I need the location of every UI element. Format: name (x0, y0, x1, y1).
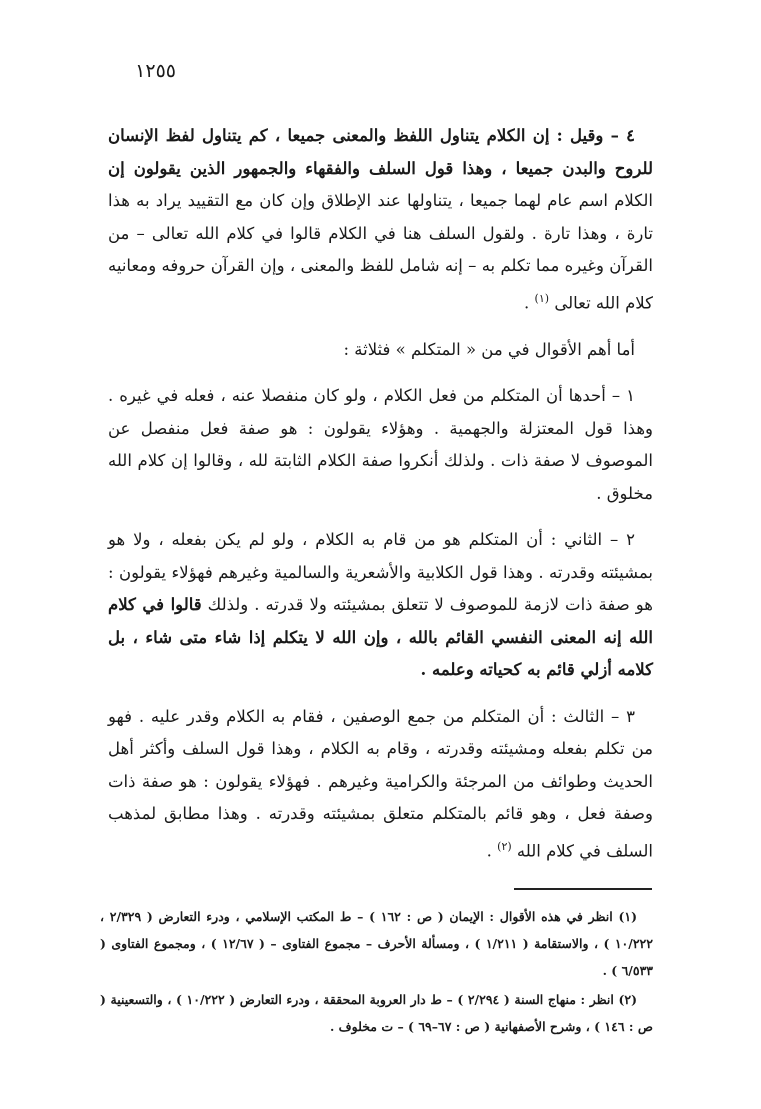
footnote-ref-2: (٢) (497, 839, 512, 853)
footnote-1: (١) انظر في هذه الأقوال : الإيمان ( ص : ١٦٢ ) – ط المكتب الإسلامي ، ودرء التعارض ( ٢/٣٢٩ ، ١٠/٢٢٢ ) ، والاستقامة ( ١/٢١١ ) ، ومسألة الأحرف – مجموع الفتاوى – ( ١٢/٦٧ ) ، ومجموع الفتاوى ( ٦/٥٣٣ ) . (100, 909, 653, 978)
paragraph-intro-speaker: أما أهم الأقوال في من « المتكلم » فثلاثة : (343, 339, 635, 359)
footnotes (100, 903, 653, 1042)
paragraph-opinion-1: ١ – أحدها أن المتكلم من فعل الكلام ، ولو كان منفصلا عنه ، فعله في غيره . وهذا قول المعتزلة والجهمية . وهؤلاء يقولون : هو صفة فعل منفصل عن الموصوف لا صفة ذات . ولذلك أنكروا صفة الكلام الثابتة لله ، وقالوا إن كلام الله مخلوق . (108, 386, 653, 503)
paragraph-saying-4 (108, 120, 653, 320)
footnote-separator (514, 888, 652, 890)
paragraph-opinion-2-bold: قالوا في كلام الله إنه المعنى النفسي القائم بالله ، وإن الله لا يتكلم إذا شاء متى شاء ، بل كلامه أزلي قائم به كحياته وعلمه . (108, 595, 653, 679)
page-number: ١٢٥٥ (135, 60, 176, 82)
main-text (108, 120, 653, 882)
paragraph-opinion-2 (108, 524, 653, 687)
paragraph-opinion-2-plain: ٢ – الثاني : أن المتكلم هو من قام به الكلام ، ولو لم يكن بفعله ، ولا هو بمشيئته وقدرته . وهذا قول الكلابية والأشعرية والسالمية وغيرهم فهؤلاء يقولون : هو صفة ذات لازمة للموصوف لا تتعلق بمشيئته ولا قدرته . ولذلك (108, 530, 653, 614)
paragraph-opinion-3-end: . (486, 841, 498, 860)
paragraph-saying-4-bold: ٤ – وقيل : إن الكلام يتناول اللفظ والمعنى جميعا ، كم يتناول لفظ الإنسان للروح والبدن جميعا ، وهذا قول السلف والفقهاء والجمهور الذين يقولون إن (108, 126, 653, 178)
paragraph-saying-4-rest: الكلام اسم عام لهما جميعا ، يتناولها عند الإطلاق وإن كان مع التقييد يراد به هذا تارة ، وهذا تارة . ولقول السلف هنا في الكلام قالوا في كلام الله تعالى – من القرآن وغيره مما تكلم به – إنه شامل للفظ والمعنى ، وإن القرآن حروفه ومعانيه كلام الله تعالى (108, 191, 653, 312)
paragraph-saying-4-end: . (524, 293, 535, 312)
footnote-2: (٢) انظر : منهاج السنة ( ٢/٢٩٤ ) – ط دار العروبة المحققة ، ودرء التعارض ( ١٠/٢٢٢ ) ، والتسعينية ( ص : ١٤٦ ) ، وشرح الأصفهانية ( ص : ٦٧–٦٩ ) – ت مخلوف . (100, 992, 653, 1034)
paragraph-opinion-3-text: ٣ – الثالث : أن المتكلم من جمع الوصفين ، فقام به الكلام وقدر عليه . فهو من تكلم بفعله ومشيئته وقدرته ، وقام به الكلام ، وهذا قول السلف وأكثر أهل الحديث وطوائف من المرجئة والكرامية وغيرهم . فهؤلاء يقولون : هو صفة ذات وصفة فعل ، وهو قائم بالمتكلم متعلق بمشيئته وقدرته . وهذا مطابق لمذهب السلف في كلام الله (108, 706, 653, 860)
paragraph-opinion-3 (108, 701, 653, 868)
footnote-ref-1: (١) (534, 291, 550, 305)
